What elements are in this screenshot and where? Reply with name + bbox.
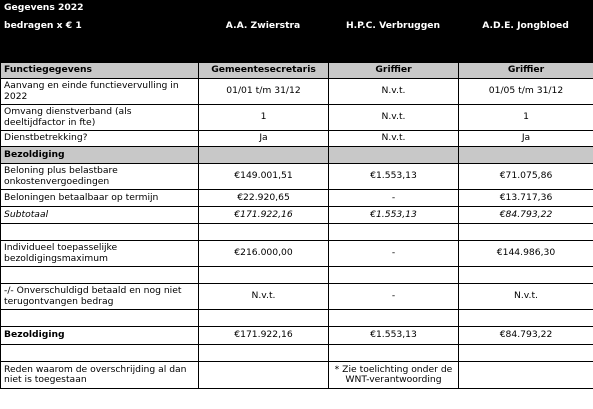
row-label: Reden waarom de overschrijding al dan niet is toegestaan bbox=[1, 362, 199, 389]
table-row bbox=[1, 327, 593, 345]
row-label bbox=[1, 224, 199, 241]
cell-person-2: - bbox=[329, 241, 459, 267]
cell-person-1: Gemeentesecretaris bbox=[199, 63, 329, 79]
person-header-3: A.D.E. Jongbloed bbox=[482, 20, 569, 31]
cell-person-3: €13.717,36 bbox=[459, 190, 593, 207]
person-header-1: A.A. Zwierstra bbox=[225, 20, 301, 31]
table-row bbox=[1, 345, 593, 362]
cell-person-2 bbox=[329, 310, 459, 327]
table-row bbox=[1, 164, 593, 190]
table-row bbox=[1, 190, 593, 207]
row-label: Dienstbetrekking? bbox=[1, 131, 199, 147]
person-header-2: H.P.C. Verbruggen bbox=[345, 20, 441, 31]
cell-person-1 bbox=[199, 310, 329, 327]
row-label: Subtotaal bbox=[1, 207, 199, 224]
cell-person-2: - bbox=[329, 190, 459, 207]
table-row bbox=[1, 131, 593, 147]
table-title: Gegevens 2022 bbox=[4, 2, 84, 13]
cell-person-1: 1 bbox=[199, 105, 329, 131]
cell-person-2: Griffier bbox=[329, 63, 459, 79]
row-label bbox=[1, 345, 199, 362]
cell-person-2: N.v.t. bbox=[329, 79, 459, 105]
cell-person-2 bbox=[329, 267, 459, 284]
cell-person-1: €171.922,16 bbox=[199, 327, 329, 345]
row-label: Omvang dienstverband (als deeltijdfactor in fte) bbox=[1, 105, 199, 131]
table-row bbox=[1, 79, 593, 105]
table-row bbox=[1, 267, 593, 284]
row-label: Beloning plus belastbare onkostenvergoedingen bbox=[1, 164, 199, 190]
cell-person-1: €149.001,51 bbox=[199, 164, 329, 190]
cell-person-3: N.v.t. bbox=[459, 284, 593, 310]
cell-person-3: €144.986,30 bbox=[459, 241, 593, 267]
table-row bbox=[1, 224, 593, 241]
cell-person-1: €216.000,00 bbox=[199, 241, 329, 267]
cell-person-1 bbox=[199, 345, 329, 362]
cell-person-2: - bbox=[329, 284, 459, 310]
cell-person-1: €171.922,16 bbox=[199, 207, 329, 224]
table-header bbox=[0, 0, 593, 62]
cell-person-2 bbox=[329, 224, 459, 241]
cell-person-1 bbox=[199, 224, 329, 241]
cell-person-3: €84.793,22 bbox=[459, 207, 593, 224]
cell-person-2: N.v.t. bbox=[329, 131, 459, 147]
cell-person-3 bbox=[459, 224, 593, 241]
cell-person-2: €1.553,13 bbox=[329, 207, 459, 224]
cell-person-2 bbox=[329, 147, 459, 164]
cell-person-3 bbox=[459, 362, 593, 389]
table-row bbox=[1, 310, 593, 327]
section-row bbox=[1, 63, 593, 79]
table-row bbox=[1, 241, 593, 267]
row-label: Aanvang en einde functievervulling in 2022 bbox=[1, 79, 199, 105]
cell-person-3: 1 bbox=[459, 105, 593, 131]
row-label: -/- Onverschuldigd betaald en nog niet terugontvangen bedrag bbox=[1, 284, 199, 310]
row-label bbox=[1, 267, 199, 284]
row-label: Individueel toepasselijke bezoldigingsmaximum bbox=[1, 241, 199, 267]
cell-person-1: Ja bbox=[199, 131, 329, 147]
section-row bbox=[1, 147, 593, 164]
cell-person-3 bbox=[459, 267, 593, 284]
cell-person-1 bbox=[199, 147, 329, 164]
cell-person-1 bbox=[199, 267, 329, 284]
cell-person-3 bbox=[459, 147, 593, 164]
cell-person-3: €71.075,86 bbox=[459, 164, 593, 190]
cell-person-1: N.v.t. bbox=[199, 284, 329, 310]
cell-person-3 bbox=[459, 345, 593, 362]
row-label bbox=[1, 310, 199, 327]
row-label: Bezoldiging bbox=[1, 327, 199, 345]
cell-person-1 bbox=[199, 362, 329, 389]
cell-person-3: Griffier bbox=[459, 63, 593, 79]
row-label: Bezoldiging bbox=[1, 147, 199, 164]
cell-person-2: * Zie toelichting onder de WNT-verantwoording bbox=[329, 362, 459, 389]
cell-person-3: Ja bbox=[459, 131, 593, 147]
cell-person-2 bbox=[329, 345, 459, 362]
cell-person-2: €1.553,13 bbox=[329, 164, 459, 190]
row-label: Beloningen betaalbaar op termijn bbox=[1, 190, 199, 207]
cell-person-3 bbox=[459, 310, 593, 327]
table-row bbox=[1, 105, 593, 131]
table-body bbox=[1, 63, 593, 389]
cell-person-3: 01/05 t/m 31/12 bbox=[459, 79, 593, 105]
table-subtitle: bedragen x € 1 bbox=[4, 20, 82, 31]
cell-person-1: €22.920,65 bbox=[199, 190, 329, 207]
table-row bbox=[1, 207, 593, 224]
table-row bbox=[1, 362, 593, 389]
table-row bbox=[1, 284, 593, 310]
cell-person-2: €1.553,13 bbox=[329, 327, 459, 345]
row-label: Functiegegevens bbox=[1, 63, 199, 79]
cell-person-3: €84.793,22 bbox=[459, 327, 593, 345]
data-table bbox=[0, 62, 593, 389]
cell-person-2: N.v.t. bbox=[329, 105, 459, 131]
cell-person-1: 01/01 t/m 31/12 bbox=[199, 79, 329, 105]
